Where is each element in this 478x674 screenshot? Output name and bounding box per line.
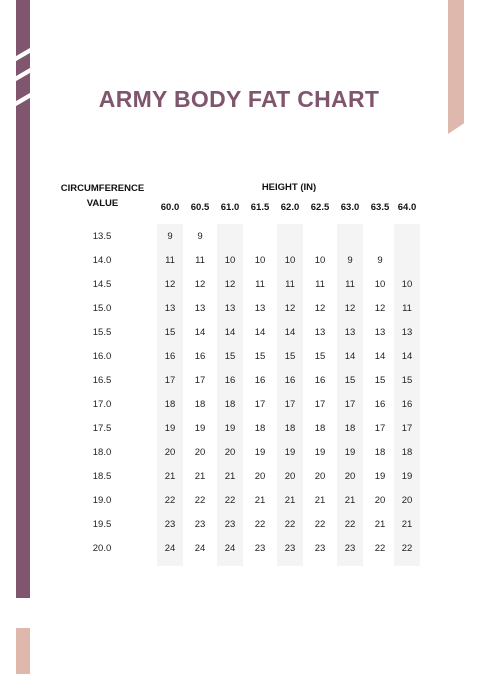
- body-fat-cell: 18: [344, 423, 356, 434]
- body-fat-cell: 17: [194, 375, 206, 386]
- body-fat-cell: 9: [347, 255, 353, 266]
- circumference-value: 14.0: [92, 255, 112, 266]
- body-fat-cell: 20: [164, 447, 176, 458]
- body-fat-cell: 23: [254, 543, 266, 554]
- body-fat-cell: 22: [284, 519, 296, 530]
- circumference-value: 18.0: [92, 447, 112, 458]
- body-fat-cell: 12: [284, 303, 296, 314]
- body-fat-cell: 16: [164, 351, 176, 362]
- body-fat-cell: 20: [224, 447, 236, 458]
- body-fat-cell: 12: [314, 303, 326, 314]
- body-fat-cell: 23: [194, 519, 206, 530]
- circumference-value: 16.0: [92, 351, 112, 362]
- body-fat-cell: 21: [284, 495, 296, 506]
- circumference-header: CIRCUMFERENCE VALUE: [60, 183, 145, 209]
- body-fat-cell: 16: [194, 351, 206, 362]
- body-fat-cell: 23: [284, 543, 296, 554]
- body-fat-cell: 17: [284, 399, 296, 410]
- body-fat-cell: 20: [344, 471, 356, 482]
- body-fat-cell: 13: [401, 327, 413, 338]
- body-fat-cell: 12: [164, 279, 176, 290]
- body-fat-cell: 21: [314, 495, 326, 506]
- height-column-header: 63.5: [370, 202, 390, 213]
- body-fat-cell: 23: [224, 519, 236, 530]
- body-fat-cell: 15: [254, 351, 266, 362]
- body-fat-cell: 11: [315, 279, 325, 290]
- body-fat-cell: 15: [284, 351, 296, 362]
- body-fat-cell: 16: [374, 399, 386, 410]
- body-fat-cell: 18: [254, 423, 266, 434]
- body-fat-cell: 24: [224, 543, 236, 554]
- body-fat-cell: 13: [344, 327, 356, 338]
- circumference-value: 15.5: [92, 327, 112, 338]
- body-fat-cell: 14: [254, 327, 266, 338]
- circumference-value: 14.5: [92, 279, 112, 290]
- body-fat-cell: 16: [284, 375, 296, 386]
- body-fat-cell: 17: [401, 423, 413, 434]
- body-fat-cell: 16: [314, 375, 326, 386]
- body-fat-cell: 11: [165, 255, 175, 266]
- body-fat-cell: 12: [344, 303, 356, 314]
- page-title: ARMY BODY FAT CHART: [98, 86, 380, 112]
- body-fat-cell: 10: [374, 279, 386, 290]
- column-shade: [157, 224, 183, 566]
- body-fat-cell: 14: [224, 327, 236, 338]
- body-fat-cell: 15: [401, 375, 413, 386]
- body-fat-cell: 16: [401, 399, 413, 410]
- body-fat-cell: 16: [224, 375, 236, 386]
- body-fat-cell: 22: [314, 519, 326, 530]
- body-fat-cell: 9: [197, 231, 203, 242]
- body-fat-cell: 20: [284, 471, 296, 482]
- height-column-header: 64.0: [397, 202, 417, 213]
- column-shade: [337, 224, 363, 566]
- height-header: HEIGHT (IN): [261, 182, 317, 193]
- circumference-value: 18.5: [92, 471, 112, 482]
- body-fat-cell: 12: [194, 279, 206, 290]
- body-fat-cell: 13: [254, 303, 266, 314]
- body-fat-cell: 21: [374, 519, 386, 530]
- body-fat-cell: 23: [164, 519, 176, 530]
- body-fat-cell: 21: [194, 471, 206, 482]
- body-fat-cell: 10: [224, 255, 236, 266]
- body-fat-cell: 14: [374, 351, 386, 362]
- body-fat-cell: 20: [254, 471, 266, 482]
- body-fat-cell: 13: [314, 327, 326, 338]
- right-decorative-tab: [448, 0, 464, 134]
- column-shade: [217, 224, 243, 566]
- body-fat-cell: 13: [224, 303, 236, 314]
- height-column-header: 63.0: [340, 202, 360, 213]
- body-fat-cell: 22: [344, 519, 356, 530]
- body-fat-cell: 13: [374, 327, 386, 338]
- body-fat-cell: 12: [374, 303, 386, 314]
- left-footer-accent: [16, 628, 30, 674]
- circumference-value: 19.5: [92, 519, 112, 530]
- body-fat-cell: 20: [374, 495, 386, 506]
- body-fat-cell: 19: [344, 447, 356, 458]
- height-column-header: 61.5: [250, 202, 270, 213]
- height-column-header: 61.0: [220, 202, 240, 213]
- body-fat-cell: 21: [254, 495, 266, 506]
- body-fat-cell: 14: [401, 351, 413, 362]
- body-fat-cell: 18: [194, 399, 206, 410]
- body-fat-cell: 19: [314, 447, 326, 458]
- body-fat-cell: 11: [195, 255, 205, 266]
- height-column-header: 62.5: [310, 202, 330, 213]
- body-fat-cell: 19: [401, 471, 413, 482]
- body-fat-cell: 15: [224, 351, 236, 362]
- body-fat-cell: 18: [314, 423, 326, 434]
- body-fat-cell: 14: [284, 327, 296, 338]
- body-fat-cell: 24: [164, 543, 176, 554]
- body-fat-cell: 11: [345, 279, 355, 290]
- body-fat-cell: 11: [402, 303, 412, 314]
- bar-stripe: [14, 47, 32, 62]
- body-fat-cell: 22: [254, 519, 266, 530]
- body-fat-cell: 9: [167, 231, 173, 242]
- body-fat-cell: 22: [224, 495, 236, 506]
- body-fat-cell: 18: [401, 447, 413, 458]
- circumference-value: 15.0: [92, 303, 112, 314]
- body-fat-cell: 15: [164, 327, 176, 338]
- body-fat-cell: 13: [164, 303, 176, 314]
- column-shade: [277, 224, 303, 566]
- circumference-value: 17.0: [92, 399, 112, 410]
- circumference-value: 19.0: [92, 495, 112, 506]
- body-fat-cell: 18: [164, 399, 176, 410]
- height-column-header: 60.0: [160, 202, 180, 213]
- circumference-value: 17.5: [92, 423, 112, 434]
- body-fat-cell: 15: [374, 375, 386, 386]
- body-fat-cell: 20: [401, 495, 413, 506]
- body-fat-cell: 19: [164, 423, 176, 434]
- body-fat-cell: 17: [164, 375, 176, 386]
- circumference-value: 20.0: [92, 543, 112, 554]
- height-column-header: 60.5: [190, 202, 210, 213]
- circumference-value: 13.5: [92, 231, 112, 242]
- body-fat-cell: 17: [374, 423, 386, 434]
- body-fat-cell: 9: [377, 255, 383, 266]
- body-fat-cell: 23: [344, 543, 356, 554]
- body-fat-cell: 12: [224, 279, 236, 290]
- body-fat-cell: 24: [194, 543, 206, 554]
- body-fat-cell: 16: [254, 375, 266, 386]
- body-fat-cell: 20: [314, 471, 326, 482]
- body-fat-cell: 23: [314, 543, 326, 554]
- body-fat-cell: 19: [254, 447, 266, 458]
- body-fat-cell: 14: [194, 327, 206, 338]
- body-fat-cell: 17: [344, 399, 356, 410]
- body-fat-cell: 15: [344, 375, 356, 386]
- circumference-value: 16.5: [92, 375, 112, 386]
- body-fat-cell: 19: [374, 471, 386, 482]
- body-fat-cell: 21: [344, 495, 356, 506]
- body-fat-cell: 17: [314, 399, 326, 410]
- body-fat-cell: 15: [314, 351, 326, 362]
- body-fat-cell: 11: [255, 279, 265, 290]
- body-fat-cell: 19: [194, 423, 206, 434]
- body-fat-cell: 10: [284, 255, 296, 266]
- body-fat-cell: 19: [224, 423, 236, 434]
- bar-stripe: [14, 67, 32, 82]
- body-fat-cell: 10: [314, 255, 326, 266]
- body-fat-cell: 20: [194, 447, 206, 458]
- body-fat-cell: 18: [284, 423, 296, 434]
- body-fat-cell: 21: [224, 471, 236, 482]
- body-fat-cell: 21: [401, 519, 413, 530]
- body-fat-cell: 13: [194, 303, 206, 314]
- column-shade: [394, 224, 420, 566]
- body-fat-cell: 10: [254, 255, 266, 266]
- body-fat-cell: 19: [284, 447, 296, 458]
- body-fat-cell: 22: [194, 495, 206, 506]
- body-fat-cell: 11: [285, 279, 295, 290]
- body-fat-cell: 14: [344, 351, 356, 362]
- body-fat-cell: 18: [374, 447, 386, 458]
- body-fat-cell: 10: [401, 279, 413, 290]
- body-fat-cell: 22: [401, 543, 413, 554]
- body-fat-cell: 18: [224, 399, 236, 410]
- body-fat-cell: 21: [164, 471, 176, 482]
- body-fat-cell: 22: [164, 495, 176, 506]
- body-fat-cell: 17: [254, 399, 266, 410]
- height-column-header: 62.0: [280, 202, 300, 213]
- body-fat-cell: 22: [374, 543, 386, 554]
